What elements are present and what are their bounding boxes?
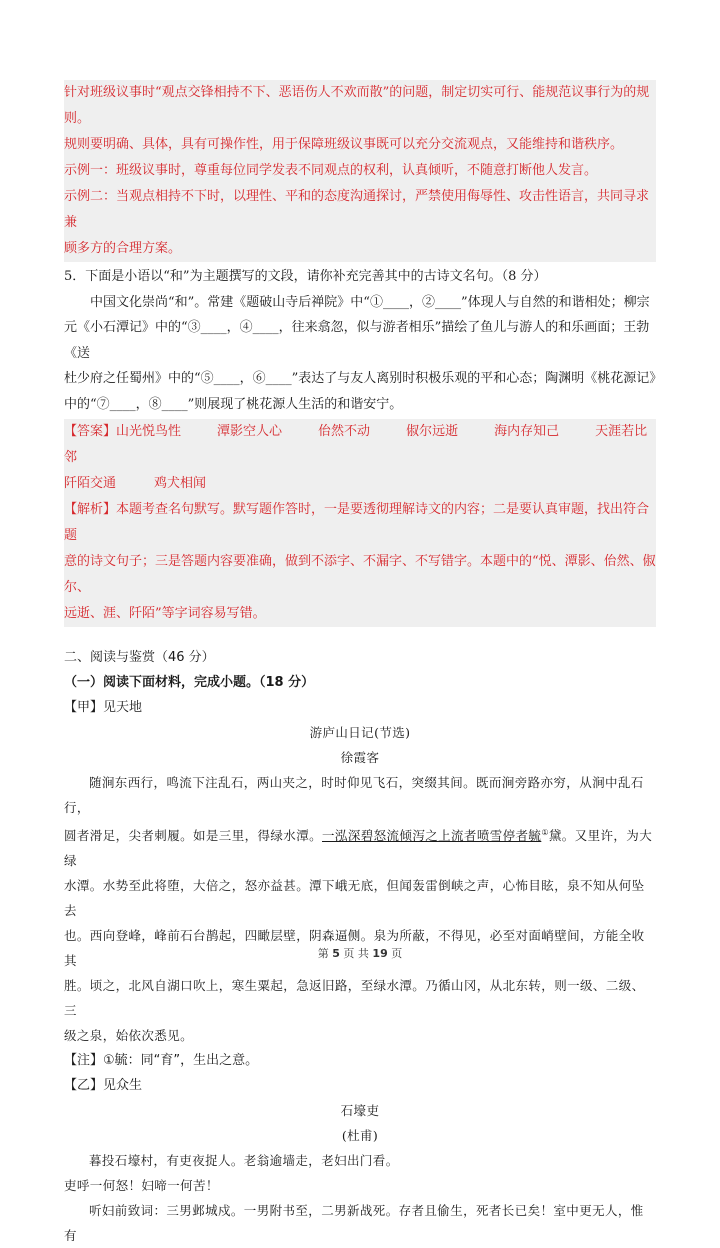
total-page-number: 19 xyxy=(372,947,388,960)
question-5-text: 杜少府之任蜀州》中的“⑤____，⑥____”表达了与友人离别时积极乐观的平和心态；陶渊明《桃花源记》 xyxy=(64,371,663,386)
passage-text: 黛。又里许，为大绿 xyxy=(64,828,653,869)
document-page xyxy=(64,80,663,1248)
answer-tag: 【答案】 xyxy=(64,424,117,439)
section-title: 二、阅读与鉴赏（46 分） xyxy=(64,650,215,665)
underlined-sentence: 一泓深碧怒流倾泻之上流者喷雪停者毓 xyxy=(322,828,542,844)
analysis-tag: 【解析】 xyxy=(64,502,117,517)
current-page-number: 5 xyxy=(332,947,340,960)
footer-text: 第 xyxy=(317,947,329,960)
answer-item: 潭影空人心 xyxy=(217,424,283,439)
answer-item: 鸡犬相闻 xyxy=(154,476,207,491)
subsection-title: （一）阅读下面材料，完成小题。（18 分） xyxy=(64,675,315,690)
part-jia-label: 【甲】见天地 xyxy=(64,700,143,715)
poem-line: 听妇前致词：三男邺城戍。一男附书至，二男新战死。存者且偷生，死者长已矣！室中更无人，惟有 xyxy=(64,1203,644,1244)
example-two: 示例二：当观点相持不下时，以理性、平和的态度沟通探讨，严禁使用侮辱性、攻击性语言，共同寻求兼 xyxy=(64,189,650,230)
question-5-text: 中的“⑦____，⑧____”则展现了桃花源人生活的和谐安宁。 xyxy=(64,396,403,412)
analysis-text: 本题考查名句默写。默写题作答时，一是要透彻理解诗文的内容；二是要认真审题，找出符合题 xyxy=(64,502,650,543)
answer-block xyxy=(64,419,656,627)
rules-line: 规则要明确、具体，具有可操作性，用于保障班级议事既可以充分交流观点，又能维持和谐秩序。 xyxy=(64,137,624,152)
answer-item: 天涯若比邻 xyxy=(64,424,648,465)
analysis-line: 意的诗文句子；三是答题内容要准确，做到不添字、不漏字、不写错字。本题中的“悦、潭影、佁然、俶尔、 xyxy=(64,554,656,595)
poem-line: 暮投石壕村，有吏夜捉人。老翁逾墙走，老妇出门看。 xyxy=(89,1153,399,1169)
answer-item: 佁然不动 xyxy=(318,424,371,439)
question-5-text: 中国文化崇尚“和”。常建《题破山寺后禅院》中“①____，②____”体现人与自然的和谐相处；柳宗 xyxy=(90,294,650,310)
poem-author: (杜甫) xyxy=(341,1128,379,1144)
part-yi-label: 【乙】见众生 xyxy=(64,1078,143,1094)
passage-line xyxy=(64,820,656,873)
passage-note: 【注】①毓：同“育”，生出之意。 xyxy=(64,1053,259,1069)
passage-text: 圆者滑足，尖者刺履。如是三里，得绿水潭。 xyxy=(64,828,323,844)
passage-author: 徐霞客 xyxy=(340,750,380,765)
passage-line: 水潭。水势至此将堕，大倍之，怒亦益甚。潭下峨无底，但闻轰雷倒峡之声，心怖目眩，泉不知从何坠去 xyxy=(64,878,645,919)
page-footer xyxy=(0,945,720,961)
passage-line: 也。西向登峰，峰前石台鹊起，四瞰层壁，阴森逼侧。泉为所蔽，不得见，必至对面峭壁间，方能全收其 xyxy=(64,928,645,969)
answer-line xyxy=(64,471,656,497)
question-5-text: 元《小石潭记》中的“③____，④____，往来翕忽，似与游者相乐”描绘了鱼儿与游人的和乐画面；王勃《送 xyxy=(64,320,650,361)
rules-line: 针对班级议事时“观点交锋相持不下、恶语伤人不欢而散”的问题，制定切实可行、能规范议事行为的规则。 xyxy=(64,85,650,126)
rules-answer-block xyxy=(64,80,656,262)
poem-line: 吏呼一何怒！妇啼一何苦！ xyxy=(64,1178,219,1194)
answer-item: 海内存知己 xyxy=(494,424,560,439)
analysis-line xyxy=(64,497,656,549)
answer-line xyxy=(64,419,656,471)
question-5-stem: 5．下面是小语以“和”为主题撰写的文段，请你补充完善其中的古诗文名句。（8 分） xyxy=(64,269,547,284)
footer-text: 页 xyxy=(391,947,403,960)
analysis-line: 远逝、涯、阡陌”等字词容易写错。 xyxy=(64,606,266,621)
passage-line: 级之泉，始依次悉见。 xyxy=(64,1028,194,1044)
answer-item: 阡陌交通 xyxy=(64,476,117,491)
passage-line: 胜。顷之，北风自湖口吹上，寒生粟起，急返旧路，至绿水潭。乃循山冈，从北东转，则一级、二级、三 xyxy=(64,978,645,1019)
footer-text: 页 共 xyxy=(343,947,369,960)
poem-title: 石壕吏 xyxy=(340,1103,380,1119)
example-two-cont: 顾多方的合理方案。 xyxy=(64,241,182,256)
answer-item: 俶尔远逝 xyxy=(406,424,459,439)
answer-item: 山光悦鸟性 xyxy=(116,424,182,439)
footnote-marker: ① xyxy=(541,828,549,837)
example-one: 示例一：班级议事时，尊重每位同学发表不同观点的权利，认真倾听，不随意打断他人发言。 xyxy=(64,163,598,178)
passage-line: 随涧东西行，鸣流下注乱石，两山夹之，时时仰见飞石，突缀其间。既而涧旁路亦穷，从涧中乱石行， xyxy=(64,775,644,815)
passage-title: 游庐山日记(节选) xyxy=(309,725,411,740)
